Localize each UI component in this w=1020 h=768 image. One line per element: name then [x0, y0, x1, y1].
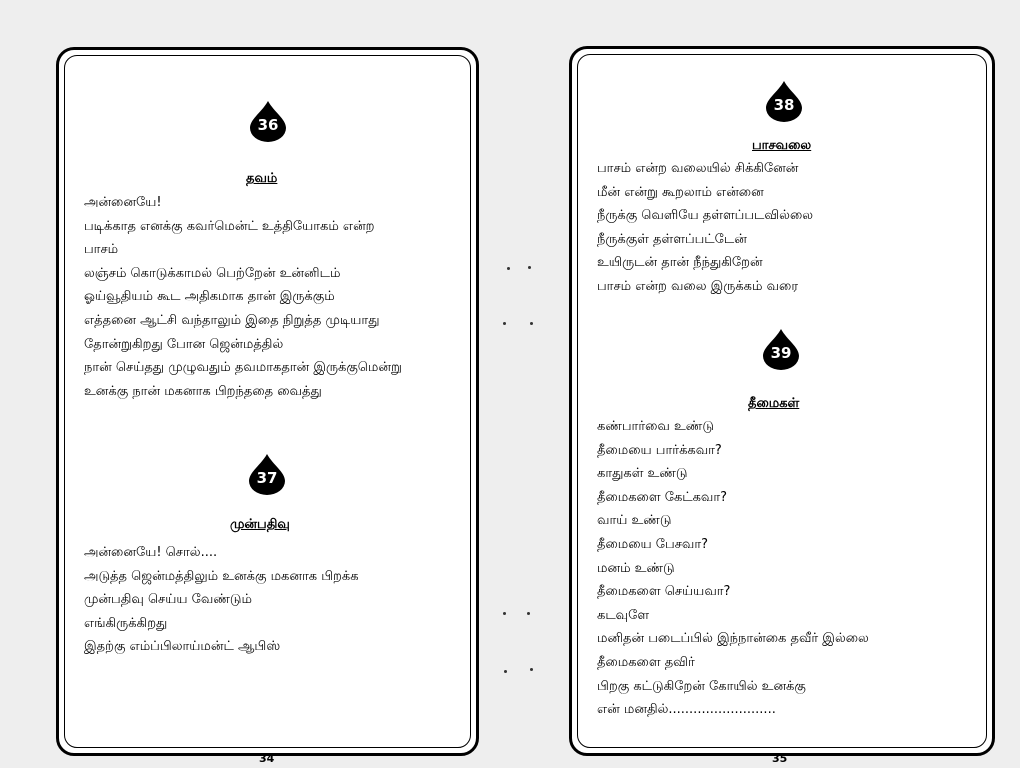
- poem-line: கண்பார்வை உண்டு: [597, 419, 714, 434]
- poem-39-number: 39: [770, 344, 792, 362]
- poem-line: எங்கிருக்கிறது: [84, 615, 168, 631]
- poem-line: அன்னையே!: [84, 195, 162, 210]
- poem-36-number-badge: [249, 100, 287, 142]
- poem-line: லஞ்சம் கொடுக்காமல் பெற்றேன் உன்னிடம்: [84, 265, 341, 281]
- poem-line: முன்பதிவு செய்ய வேண்டும்: [84, 592, 252, 608]
- poem-line: படிக்காத எனக்கு கவர்மென்ட் உத்தியோகம் என்ற: [84, 218, 375, 234]
- gutter-speck: [507, 267, 510, 270]
- poem-line: கடவுளே: [597, 607, 650, 623]
- poem-line: பாசம் என்ற வலை இருக்கம் வரை: [597, 278, 799, 294]
- poem-line: நீருக்குள் தள்ளப்பட்டேன்: [597, 231, 747, 247]
- poem-38-number: 38: [773, 96, 795, 114]
- poem-38-number-badge: [765, 80, 803, 122]
- gutter-speck: [530, 322, 533, 325]
- left-page-number: 34: [259, 752, 275, 765]
- poem-line: மனிதன் படைப்பில் இந்நான்கை தவீர் இல்லை: [597, 631, 869, 647]
- poem-37-lines: [84, 541, 359, 659]
- poem-37-number-badge: [248, 453, 286, 495]
- gutter-speck: [503, 322, 506, 325]
- poem-line: தீமையை பார்க்கவா?: [597, 442, 722, 458]
- poem-37-number: 37: [256, 469, 278, 487]
- poem-39-title: தீமைகள்: [748, 396, 800, 411]
- poem-line: காதுகள் உண்டு: [597, 466, 688, 482]
- poem-38-lines: [597, 157, 813, 299]
- poem-line: அன்னையே! சொல்....: [84, 545, 218, 560]
- poem-line: தீமைகளை செய்யவா?: [597, 584, 731, 600]
- poem-39-lines: [597, 415, 869, 722]
- poem-line: எத்தனை ஆட்சி வந்தாலும் இதை நிறுத்த முடியாது: [84, 312, 380, 328]
- gutter-speck: [503, 612, 506, 615]
- poem-line: ஓய்வூதியம் கூட அதிகமாக தான் இருக்கும்: [84, 289, 335, 305]
- poem-38-title: பாசவலை: [752, 138, 812, 153]
- poem-line: என் மனதில்..........................: [597, 702, 776, 718]
- poem-line: உயிருடன் தான் நீந்துகிறேன்: [597, 255, 763, 271]
- poem-36-title: தவம்: [246, 171, 278, 186]
- gutter-speck: [528, 266, 531, 269]
- poem-line: நீருக்கு வெளியே தள்ளப்படவில்லை: [597, 208, 814, 224]
- poem-37-title: முன்பதிவு: [230, 517, 290, 532]
- poem-line: தோன்றுகிறது போன ஜென்மத்தில்: [84, 336, 284, 352]
- gutter-speck: [530, 668, 533, 671]
- poem-line: பிறகு கட்டுகிறேன் கோயில் உனக்கு: [597, 678, 806, 694]
- poem-line: நான் செய்தது முழுவதும் தவமாகதான் இருக்குமென்று: [84, 360, 402, 376]
- poem-line: அடுத்த ஜென்மத்திலும் உனக்கு மகனாக பிறக்க: [84, 568, 359, 584]
- poem-line: உனக்கு நான் மகனாக பிறந்ததை வைத்து: [84, 383, 322, 399]
- poem-line: தீமையை பேசவா?: [597, 536, 709, 552]
- poem-line: வாய் உண்டு: [597, 513, 672, 529]
- poem-36-number: 36: [257, 116, 279, 134]
- right-page-number: 35: [772, 752, 788, 765]
- poem-line: மீன் என்று கூறலாம் என்னை: [597, 184, 764, 200]
- poem-line: பாசம் என்ற வலையில் சிக்கினேன்: [597, 161, 799, 176]
- poem-line: மனம் உண்டு: [597, 560, 675, 576]
- poem-39-number-badge: [762, 328, 800, 370]
- gutter-speck: [504, 670, 507, 673]
- poem-line: பாசம்: [84, 242, 119, 258]
- poem-line: தீமைகளை கேட்கவா?: [597, 489, 728, 505]
- poem-line: இதற்கு எம்ப்பிலாய்மன்ட் ஆபிஸ்: [84, 639, 281, 655]
- poem-36-lines: [84, 191, 402, 403]
- gutter-speck: [527, 612, 530, 615]
- poem-line: தீமைகளை தவிர்: [597, 654, 695, 670]
